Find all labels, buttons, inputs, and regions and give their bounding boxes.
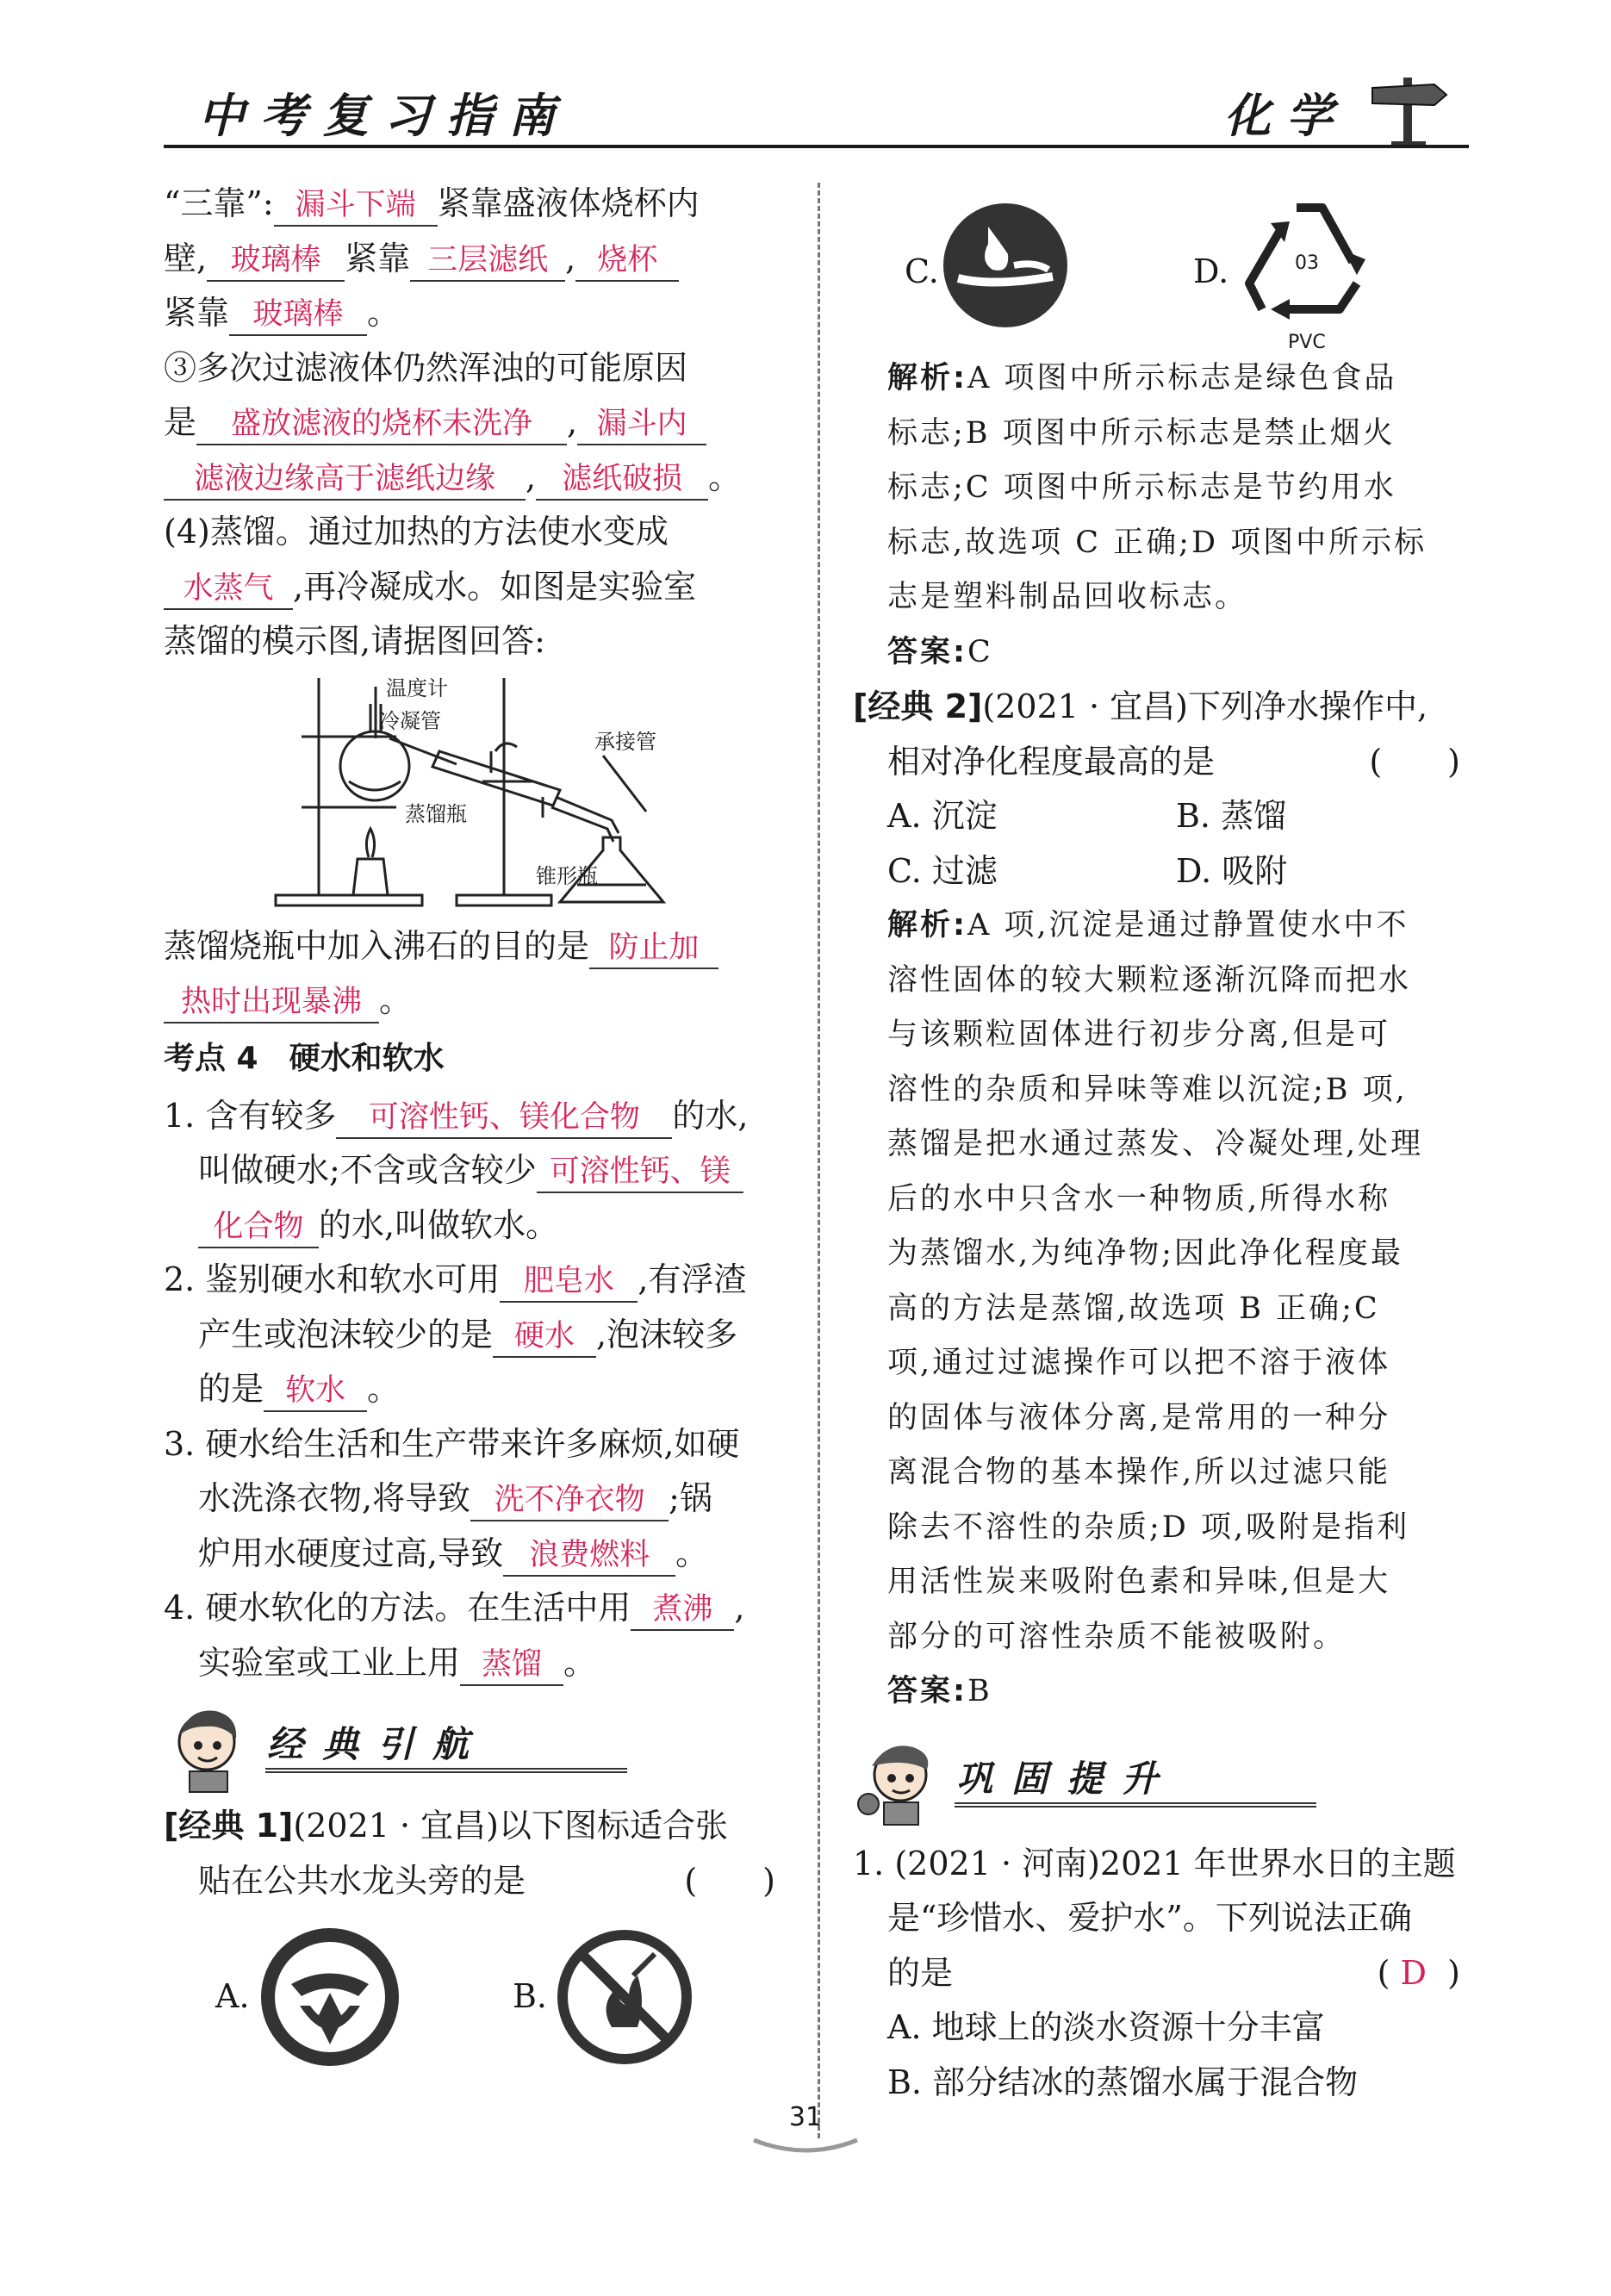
text-line: “三靠”: 漏斗下端 紧靠盛液体烧杯内 bbox=[164, 177, 784, 232]
label-thermometer: 温度计 bbox=[386, 675, 448, 700]
text-line: 热时出现暴沸 。 bbox=[164, 974, 784, 1029]
section-banner-classic bbox=[164, 1701, 784, 1795]
answer-blank: 硬水 bbox=[493, 1316, 596, 1358]
answer-blank: 滤纸破损 bbox=[536, 459, 708, 501]
answer-blank: 玻璃棒 bbox=[229, 295, 367, 336]
analysis-line: 项,通过过滤操作可以把不溶于液体 bbox=[887, 1346, 1391, 1380]
answer-blank: 化合物 bbox=[198, 1207, 319, 1248]
option-b-label: B. bbox=[513, 1977, 548, 2015]
banner-rule bbox=[265, 1768, 627, 1773]
answer-blank: 煮沸 bbox=[631, 1590, 734, 1631]
page-swoosh-decoration bbox=[750, 2135, 861, 2156]
header-rule bbox=[164, 145, 1469, 148]
answer-blank: 热时出现暴沸 bbox=[164, 982, 379, 1024]
options-row: A. 沉淀 B. 蒸馏 bbox=[887, 797, 1287, 835]
option-c-label: C. bbox=[905, 252, 939, 290]
column-divider bbox=[818, 183, 820, 2138]
text-line: 1. (2021 · 河南)2021 年世界水日的主题 bbox=[853, 1844, 1456, 1882]
analysis-line: 标志,故选项 C 正确;D 项图中所示标 bbox=[887, 525, 1428, 560]
text-line: 滤液边缘高于滤纸边缘 , 滤纸破损 。 bbox=[164, 451, 784, 506]
answer-blank: 滤液边缘高于滤纸边缘 bbox=[164, 459, 526, 501]
text-line: 化合物 的水,叫做软水。 bbox=[164, 1198, 784, 1254]
book-title: 中考复习指南 bbox=[198, 88, 570, 143]
label-receiver: 承接管 bbox=[594, 729, 656, 754]
label-flask: 蒸馏瓶 bbox=[405, 801, 467, 826]
answer-blank: 漏斗内 bbox=[577, 404, 706, 445]
text-line: 紧靠 玻璃棒 。 bbox=[164, 286, 784, 341]
analysis-line: 标志;B 项图中所示标志是禁止烟火 bbox=[887, 415, 1396, 451]
text-line: [经典 2](2021 · 宜昌)下列净水操作中, bbox=[853, 688, 1428, 725]
text-line: 相对净化程度最高的是 ( ) bbox=[887, 742, 1460, 781]
answer-blank: 洗不净衣物 bbox=[470, 1480, 669, 1521]
option-d-label: D. bbox=[1193, 252, 1229, 290]
answer-blank: 漏斗下端 bbox=[274, 185, 438, 227]
text-line: 2. 鉴别硬水和软水可用 肥皂水 ,有浮渣 bbox=[164, 1253, 784, 1308]
analysis-1 bbox=[853, 352, 1469, 625]
analysis-line: 蒸馏是把水通过蒸发、冷凝处理,处理 bbox=[887, 1127, 1424, 1161]
label-erlenmeyer: 锥形瓶 bbox=[536, 863, 598, 888]
text-line: 实验室或工业上用 蒸馏 。 bbox=[164, 1636, 784, 1691]
text-line: 是“珍惜水、爱护水”。下列说法正确 bbox=[887, 1899, 1412, 1937]
analysis-line: 除去不溶性的杂质;D 项,吸附是指利 bbox=[887, 1509, 1410, 1545]
analysis-2 bbox=[853, 899, 1469, 1664]
answer-blank: 烧杯 bbox=[575, 240, 679, 282]
analysis-line: 解析:A 项,沉淀是通过静置使水中不 bbox=[887, 908, 1409, 943]
topic-heading: 考点 4 硬水和软水 bbox=[164, 1040, 445, 1076]
mascot-icon bbox=[853, 1735, 948, 1830]
answer-2: 答案:B bbox=[887, 1674, 992, 1708]
right-column bbox=[853, 177, 1469, 2110]
analysis-line: 离混合物的基本操作,所以过滤只能 bbox=[887, 1455, 1391, 1490]
text-line: 1. 含有较多 可溶性钙、镁化合物 的水, bbox=[164, 1089, 784, 1144]
answer-blank: 肥皂水 bbox=[500, 1261, 638, 1303]
text-line: 4. 硬水软化的方法。在生活中用 煮沸 , bbox=[164, 1581, 784, 1636]
text-line: 壁, 玻璃棒 紧靠 三层滤纸 , 烧杯 bbox=[164, 232, 784, 287]
green-food-icon bbox=[257, 1924, 403, 2070]
icon-options-cd bbox=[853, 177, 1469, 362]
distillation-apparatus-icon bbox=[164, 669, 784, 919]
text-line: 蒸馏烧瓶中加入沸石的目的是 防止加 bbox=[164, 919, 784, 974]
text-line: 水洗涤衣物,将导致 洗不净衣物 ;锅 bbox=[164, 1472, 784, 1527]
answer-1: 答案:C bbox=[887, 634, 993, 669]
text-line: 叫做硬水;不含或含较少 可溶性钙、镁 bbox=[164, 1143, 784, 1198]
text-line: 蒸馏的模示图,请据图回答: bbox=[164, 622, 545, 660]
text-line: [经典 1](2021 · 宜昌)以下图标适合张 bbox=[164, 1807, 729, 1845]
text-line: 的是 ( D ) bbox=[887, 1953, 1460, 1992]
page-number: 31 bbox=[788, 2102, 823, 2132]
answer-blank: 可溶性钙、镁化合物 bbox=[336, 1098, 672, 1139]
text-line: 是 盛放滤液的烧杯未洗净 , 漏斗内 bbox=[164, 395, 784, 451]
signpost-icon bbox=[1365, 69, 1452, 146]
text-line: ③多次过滤液体仍然浑浊的可能原因 bbox=[164, 348, 688, 387]
answer-blank: 可溶性钙、镁 bbox=[537, 1152, 743, 1193]
answer-blank: 防止加 bbox=[589, 928, 718, 969]
analysis-line: 后的水中只含水一种物质,所得水称 bbox=[887, 1181, 1391, 1216]
text-line: (4)蒸馏。通过加热的方法使水变成 bbox=[164, 513, 669, 551]
page-header bbox=[164, 79, 1469, 148]
section-banner-consolidate bbox=[853, 1735, 1469, 1830]
answer-blank: 水蒸气 bbox=[164, 569, 293, 610]
answer-blank: 蒸馏 bbox=[460, 1645, 563, 1686]
recycle-label: PVC bbox=[1288, 332, 1326, 353]
option-a-label: A. bbox=[215, 1977, 250, 2015]
icon-options-ab bbox=[164, 1908, 784, 2081]
text-line: 3. 硬水给生活和生产带来许多麻烦,如硬 bbox=[164, 1424, 740, 1463]
banner-rule bbox=[955, 1802, 1316, 1808]
text-line: A. 地球上的淡水资源十分丰富 bbox=[887, 2008, 1325, 2046]
analysis-line: 溶性固体的较大颗粒逐渐沉降而把水 bbox=[887, 962, 1412, 998]
analysis-line: 的固体与液体分离,是常用的一种分 bbox=[887, 1400, 1391, 1435]
analysis-line: 部分的可溶性杂质不能被吸附。 bbox=[887, 1619, 1347, 1654]
analysis-line: 标志;C 项图中所示标志是节约用水 bbox=[887, 470, 1396, 505]
analysis-line: 溶性的杂质和异味等难以沉淀;B 项, bbox=[887, 1072, 1408, 1107]
mascot-icon bbox=[164, 1701, 258, 1795]
text-line: 贴在公共水龙头旁的是 ( ) bbox=[198, 1861, 775, 1900]
analysis-line: 用活性炭来吸附色素和异味,但是大 bbox=[887, 1565, 1391, 1599]
analysis-line: 解析:A 项图中所示标志是绿色食品 bbox=[887, 361, 1397, 395]
water-saving-icon bbox=[941, 201, 1070, 330]
left-column bbox=[164, 177, 784, 2081]
text-line: B. 部分结冰的蒸馏水属于混合物 bbox=[887, 2063, 1359, 2101]
analysis-line: 与该颗粒固体进行初步分离,但是可 bbox=[887, 1017, 1391, 1052]
answer-blank: 三层滤纸 bbox=[410, 240, 565, 282]
answer-value: D bbox=[1400, 1953, 1427, 1992]
analysis-line: 高的方法是蒸馏,故选项 B 正确;C bbox=[887, 1291, 1380, 1326]
answer-blank: 浪费燃料 bbox=[503, 1535, 675, 1577]
banner-title: 经典引航 bbox=[267, 1723, 488, 1765]
answer-blank: 软水 bbox=[264, 1371, 367, 1412]
options-row: C. 过滤 D. 吸附 bbox=[887, 851, 1288, 890]
text-line: 水蒸气 ,再冷凝成水。如图是实验室 bbox=[164, 560, 784, 615]
answer-blank: 盛放滤液的烧杯未洗净 bbox=[196, 404, 567, 445]
answer-blank: 玻璃棒 bbox=[207, 240, 345, 282]
text-line: 的是 软水 。 bbox=[164, 1362, 784, 1417]
banner-title: 巩固提升 bbox=[956, 1757, 1178, 1800]
analysis-line: 志是塑料制品回收标志。 bbox=[887, 580, 1248, 614]
recycle-code: 03 bbox=[1295, 252, 1319, 274]
text-line: 炉用水硬度过高,导致 浪费燃料 。 bbox=[164, 1527, 784, 1582]
subject-title: 化学 bbox=[1224, 88, 1348, 143]
distillation-apparatus-figure bbox=[164, 669, 784, 919]
analysis-line: 为蒸馏水,为纯净物;因此净化程度最 bbox=[887, 1236, 1403, 1271]
label-condenser: 冷凝管 bbox=[379, 708, 441, 733]
text-line: 产生或泡沫较少的是 硬水 ,泡沫较多 bbox=[164, 1308, 784, 1363]
no-fire-icon bbox=[551, 1924, 698, 2070]
